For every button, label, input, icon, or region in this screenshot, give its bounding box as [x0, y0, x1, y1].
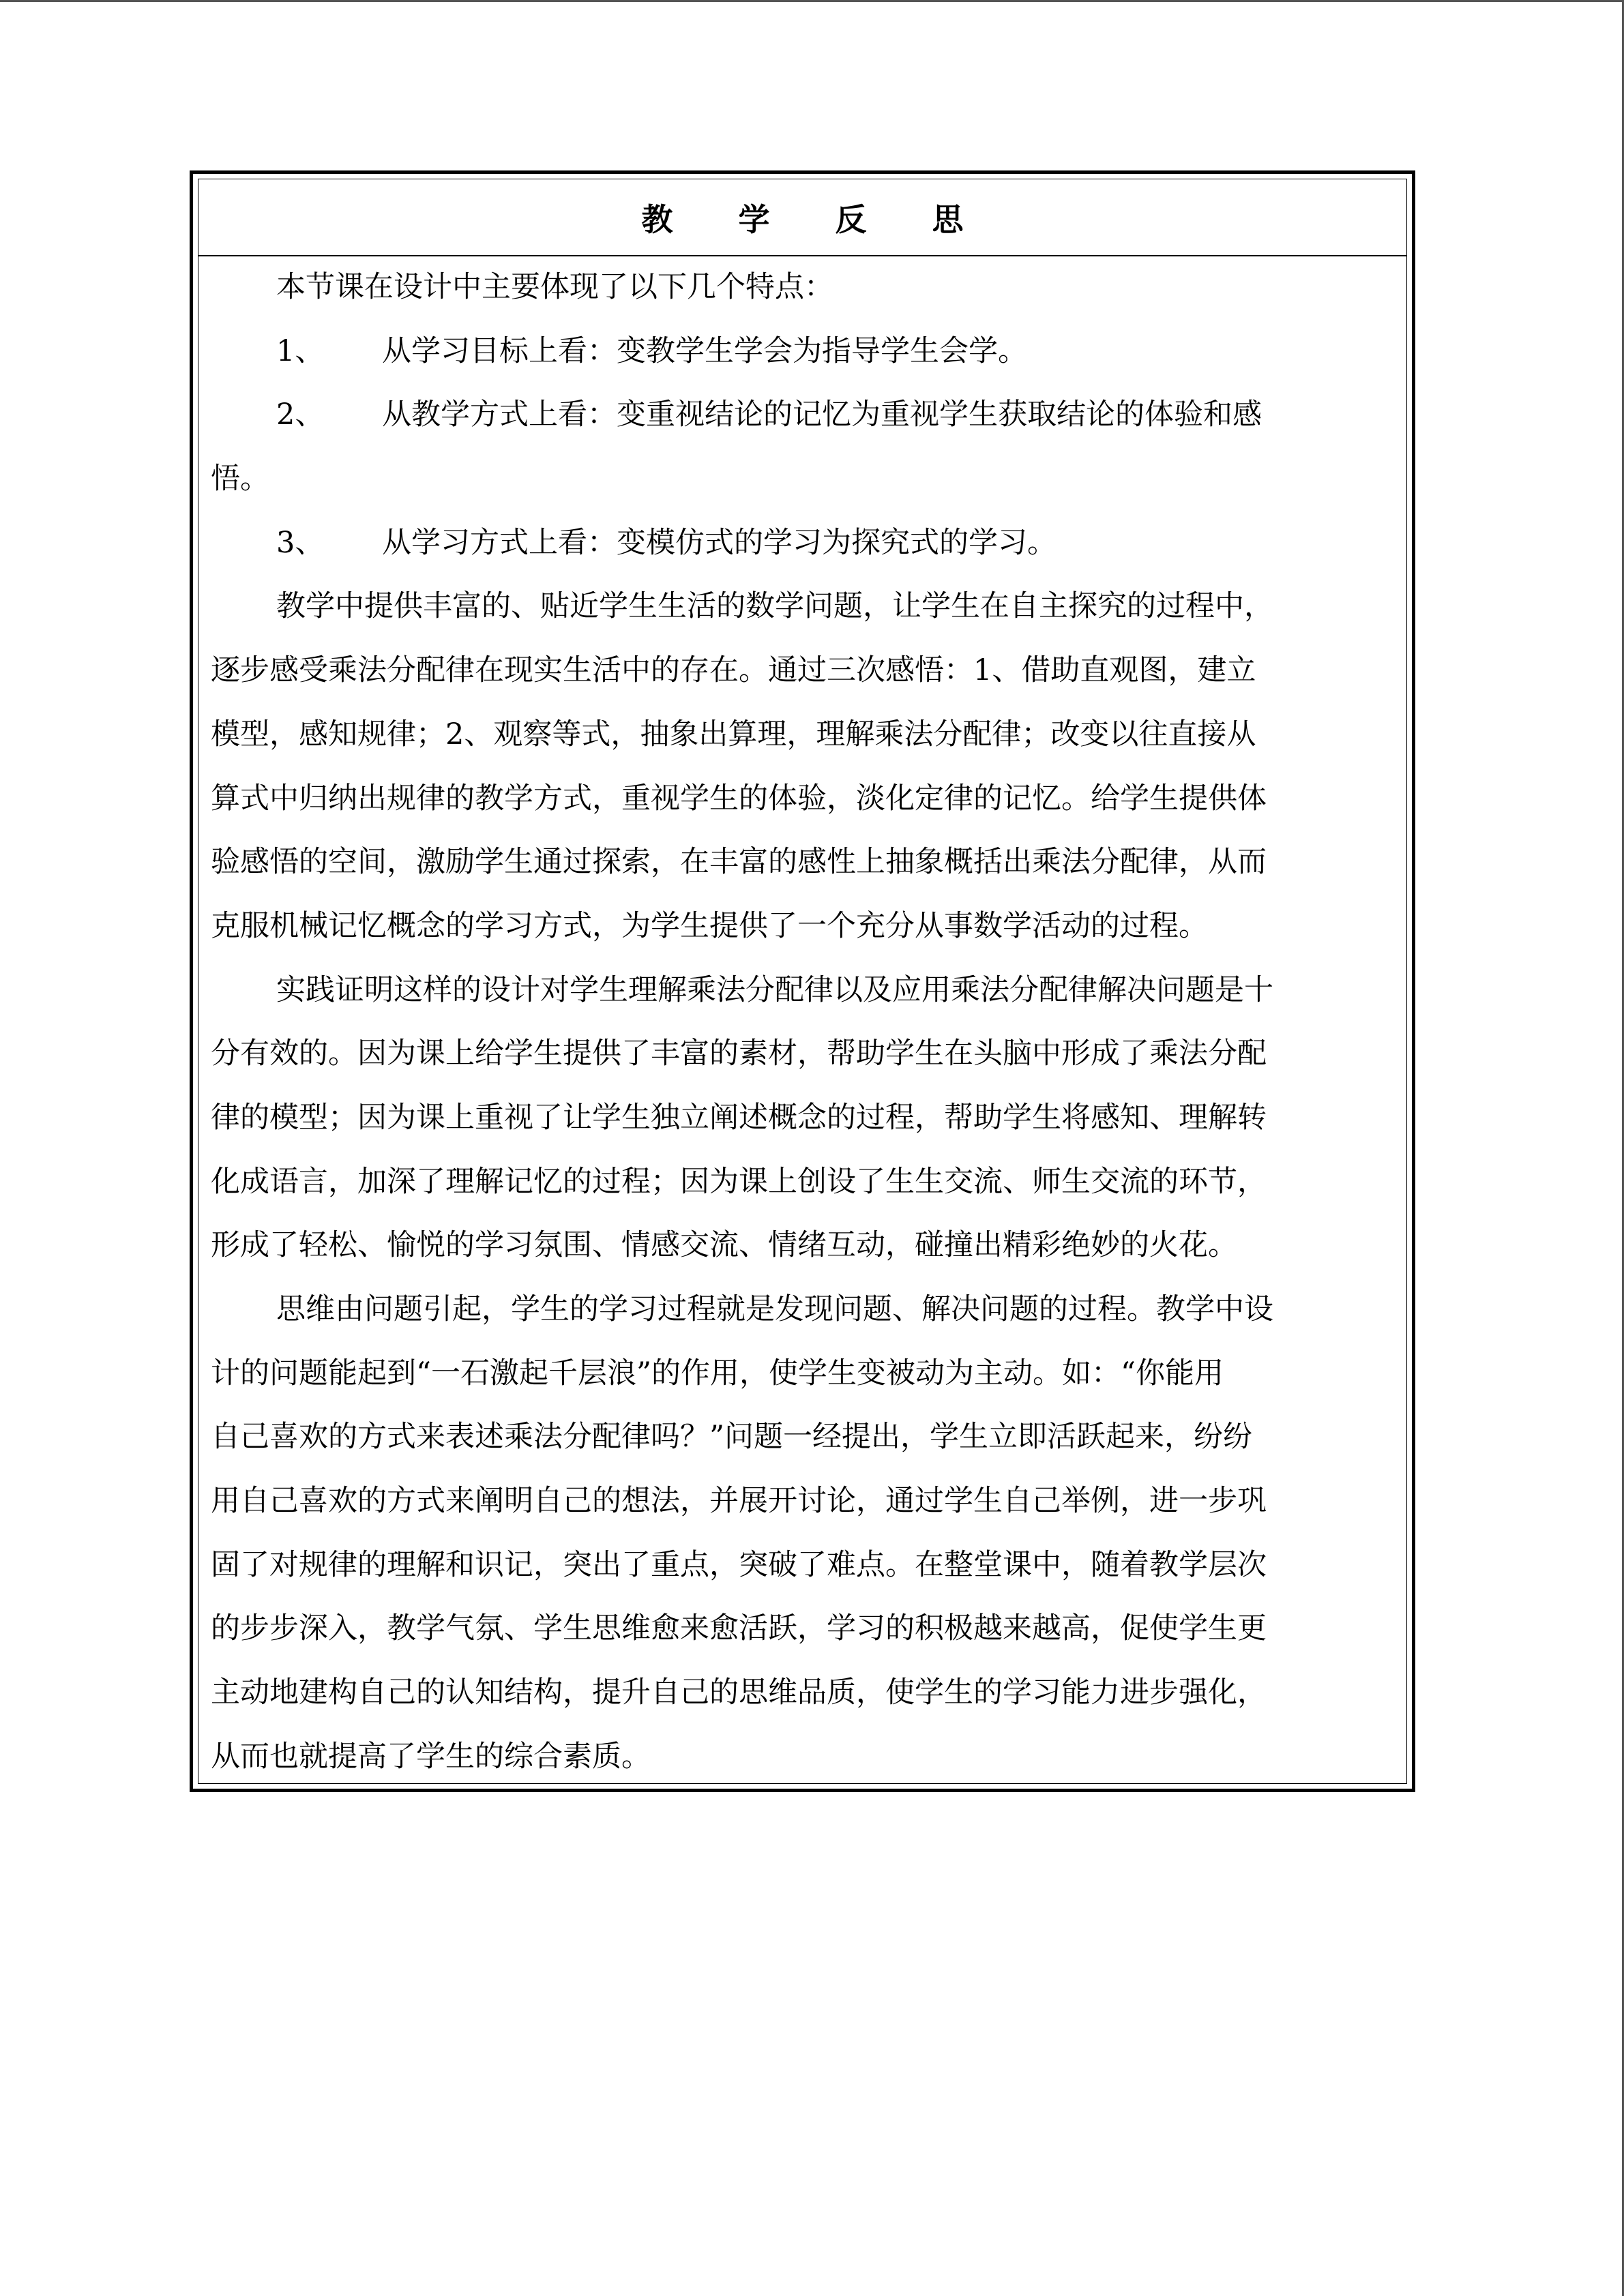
reflection-table-inner-border — [198, 179, 1407, 1784]
paragraph-3 — [211, 1278, 1390, 1789]
table-title: 教 学 反 思 — [641, 200, 991, 238]
paragraph-line: 从而也就提高了学生的综合素质。 — [211, 1739, 651, 1774]
table-header-row — [198, 179, 1406, 256]
paragraph-line: 教学中提供丰富的、贴近学生生活的数学问题，让学生在自主探究的过程中， — [276, 589, 1273, 624]
paragraph-line: 用自己喜欢的方式来阐明自己的想法，并展开讨论，通过学生自己举例，进一步巩 — [211, 1484, 1267, 1519]
paragraph-line: 化成语言，加深了理解记忆的过程；因为课上创设了生生交流、师生交流的环节， — [211, 1164, 1267, 1199]
paragraph-line: 形成了轻松、愉悦的学习氛围、情感交流、情绪互动，碰撞出精彩绝妙的火花。 — [211, 1228, 1237, 1263]
paragraph-line: 克服机械记忆概念的学习方式，为学生提供了一个充分从事数学活动的过程。 — [211, 908, 1208, 943]
paragraph-line: 验感悟的空间，激励学生通过探索，在丰富的感性上抽象概括出乘法分配律，从而 — [211, 845, 1267, 880]
point-number: 3、 — [276, 525, 325, 560]
paragraph-line: 的步步深入，教学气氛、学生思维愈来愈活跃，学习的积极越来越高，促使学生更 — [211, 1611, 1267, 1646]
point-number: 1、 — [276, 333, 325, 368]
paragraph-line: 逐步感受乘法分配律在现实生活中的存在。通过三次感悟：1、借助直观图，建立 — [211, 653, 1256, 688]
paragraph-line: 固了对规律的理解和识记，突出了重点，突破了难点。在整堂课中，随着教学层次 — [211, 1547, 1267, 1582]
point-3 — [211, 511, 1390, 576]
paragraph-line: 自己喜欢的方式来表述乘法分配律吗？”问题一经提出，学生立即活跃起来，纷纷 — [211, 1420, 1252, 1455]
reflection-body — [211, 256, 1390, 1783]
paragraph-line: 实践证明这样的设计对学生理解乘法分配律以及应用乘法分配律解决问题是十 — [276, 972, 1273, 1007]
point-text: 从学习目标上看：变教学生学会为指导学生会学。 — [382, 333, 1027, 368]
reflection-table — [190, 170, 1415, 1792]
intro-line: 本节课在设计中主要体现了以下几个特点： — [276, 270, 833, 304]
paragraph-line: 模型，感知规律；2、观察等式，抽象出算理，理解乘法分配律；改变以往直接从 — [211, 717, 1256, 751]
paragraph-line: 计的问题能起到“一石激起千层浪”的作用，使学生变被动为主动。如：“你能用 — [211, 1356, 1224, 1390]
paragraph-line: 算式中归纳出规律的教学方式，重视学生的体验，淡化定律的记忆。给学生提供体 — [211, 781, 1267, 816]
paragraph-line: 律的模型；因为课上重视了让学生独立阐述概念的过程，帮助学生将感知、理解转 — [211, 1100, 1267, 1135]
point-number: 2、 — [276, 398, 325, 432]
point-2-continuation: 悟。 — [211, 462, 269, 496]
point-text: 从教学方式上看：变重视结论的记忆为重视学生获取结论的体验和感 — [382, 398, 1262, 432]
paragraph-2 — [211, 959, 1390, 1278]
point-text: 从学习方式上看：变模仿式的学习为探究式的学习。 — [382, 525, 1057, 560]
paragraph-line: 主动地建构自己的认知结构，提升自己的思维品质，使学生的学习能力进步强化， — [211, 1675, 1267, 1710]
point-2 — [211, 383, 1390, 447]
paragraph-1 — [211, 575, 1390, 958]
point-1 — [211, 320, 1390, 384]
paragraph-line: 分有效的。因为课上给学生提供了丰富的素材，帮助学生在头脑中形成了乘法分配 — [211, 1037, 1267, 1071]
paragraph-line: 思维由问题引起，学生的学习过程就是发现问题、解决问题的过程。教学中设 — [276, 1292, 1273, 1326]
page-top-rule — [0, 0, 1624, 2]
